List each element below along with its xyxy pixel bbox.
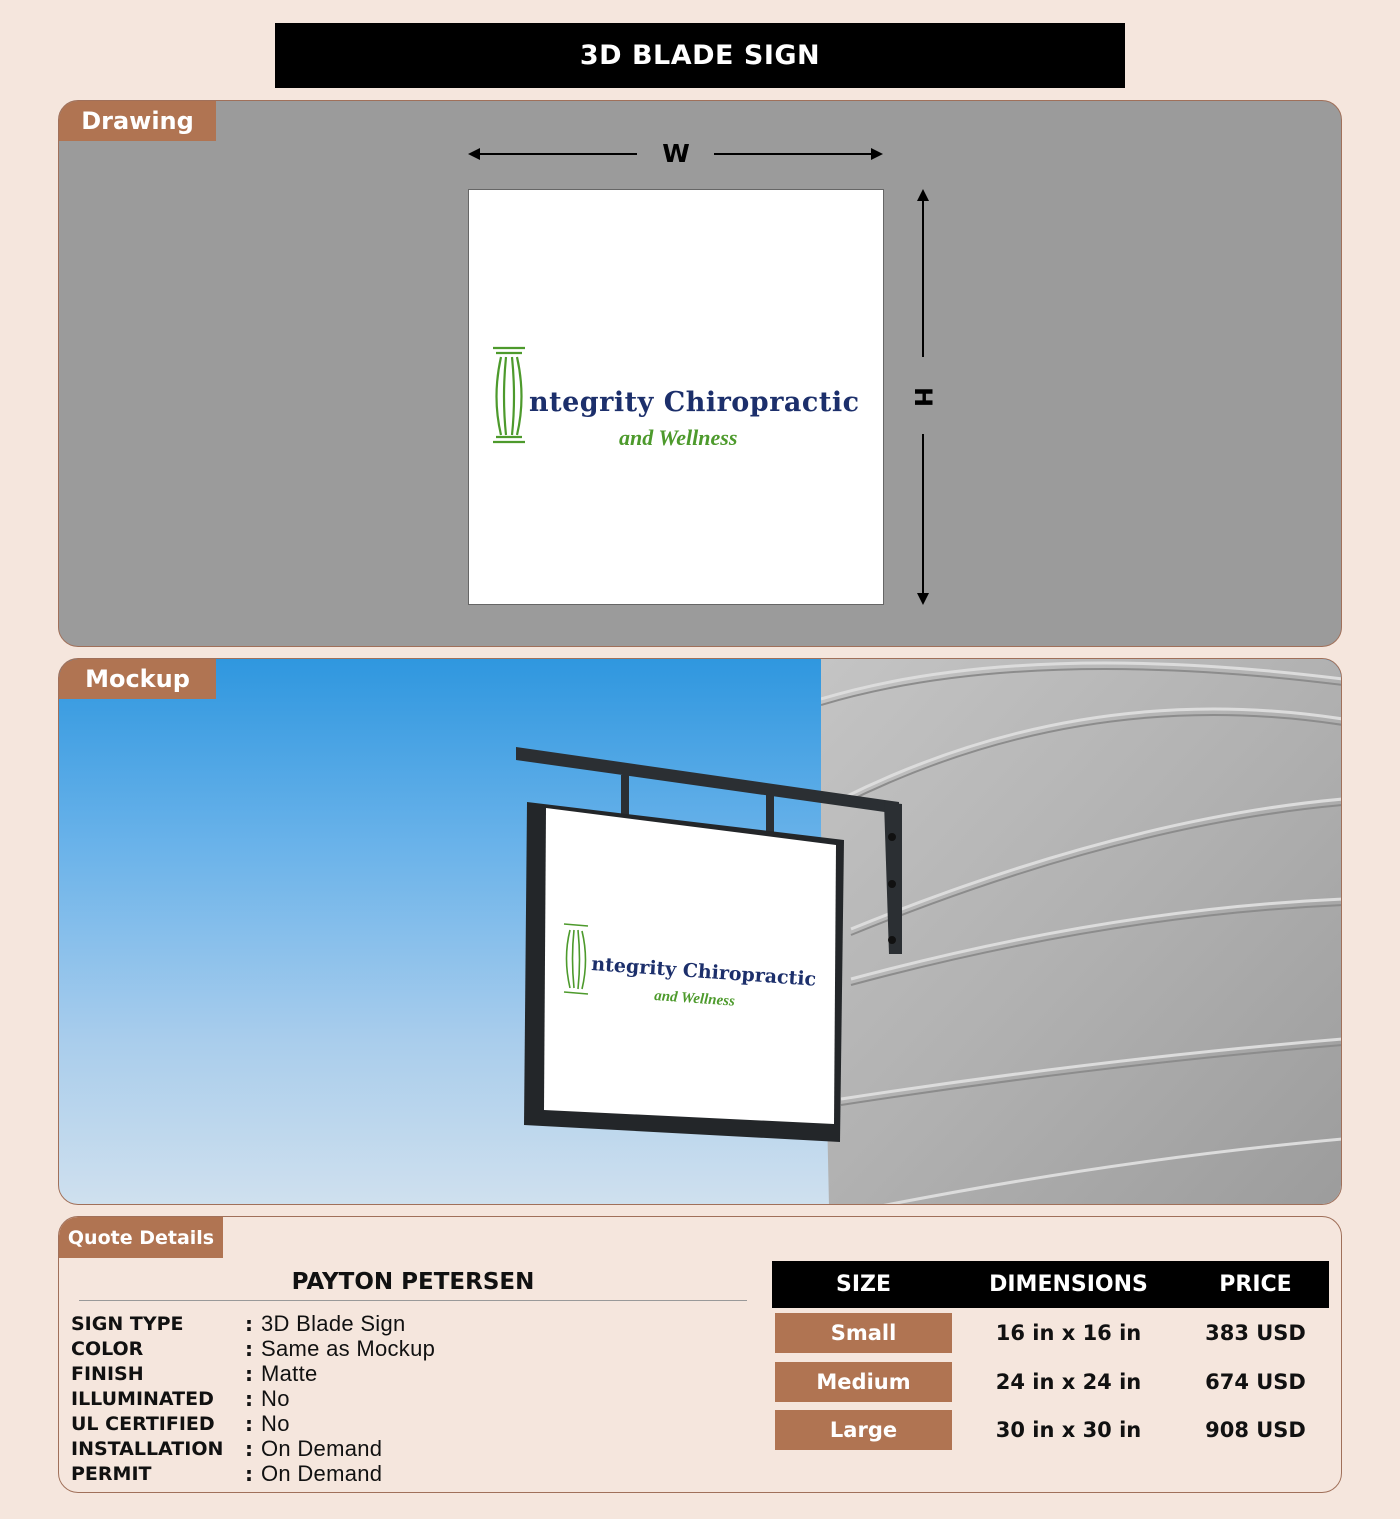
blade-sign-mockup bbox=[514, 742, 934, 1162]
dimensions-value: 16 in x 16 in bbox=[995, 1321, 1142, 1345]
mockup-tab-label: Mockup bbox=[59, 659, 216, 699]
pricing-row-small bbox=[772, 1313, 1329, 1353]
logo-sub-text: and Wellness bbox=[619, 425, 738, 450]
spec-value: 3D Blade Sign bbox=[261, 1310, 406, 1336]
customer-name: PAYTON PETERSEN bbox=[291, 1269, 535, 1295]
dimensions-column-header: DIMENSIONS bbox=[989, 1272, 1148, 1297]
name-divider bbox=[79, 1300, 747, 1301]
spec-label: UL CERTIFIED bbox=[71, 1412, 215, 1435]
spec-label: COLOR bbox=[71, 1337, 144, 1360]
price-value: 674 USD bbox=[1205, 1370, 1306, 1394]
dimensions-value: 24 in x 24 in bbox=[995, 1370, 1142, 1394]
price-column-header: PRICE bbox=[1219, 1272, 1292, 1297]
quote-details-tab-label: Quote Details bbox=[59, 1217, 223, 1258]
mockup-logo-main-text: ntegrity Chiropractic bbox=[590, 953, 817, 991]
logo-main-text: ntegrity Chiropractic bbox=[529, 387, 860, 418]
quote-details-panel bbox=[58, 1216, 1342, 1493]
spec-value: On Demand bbox=[261, 1435, 383, 1461]
pricing-row-medium bbox=[772, 1362, 1329, 1402]
size-option-small[interactable]: Small bbox=[775, 1313, 952, 1353]
height-dimension-line-bottom bbox=[922, 434, 924, 594]
spec-row-sign-type: SIGN TYPE : 3D Blade Sign bbox=[71, 1310, 406, 1336]
size-option-large[interactable]: Large bbox=[775, 1410, 952, 1450]
spec-row-color: COLOR : Same as Mockup bbox=[71, 1335, 436, 1361]
spec-value: On Demand bbox=[261, 1460, 383, 1486]
size-option-medium[interactable]: Medium bbox=[775, 1362, 952, 1402]
height-arrow-bottom-icon bbox=[917, 593, 929, 605]
width-arrow-right-icon bbox=[871, 148, 883, 160]
width-label: W bbox=[662, 139, 690, 168]
mockup-panel bbox=[58, 658, 1342, 1205]
spec-label: INSTALLATION bbox=[71, 1437, 224, 1460]
spec-row-ul-certified: UL CERTIFIED : No bbox=[71, 1410, 290, 1436]
spec-label: FINISH bbox=[71, 1362, 144, 1385]
spec-label: ILLUMINATED bbox=[71, 1387, 214, 1410]
spec-row-illuminated: ILLUMINATED : No bbox=[71, 1385, 290, 1411]
sign-logo bbox=[489, 345, 869, 455]
spec-value: Same as Mockup bbox=[261, 1335, 436, 1361]
size-column-header: SIZE bbox=[835, 1272, 891, 1297]
pricing-row-large bbox=[772, 1410, 1329, 1450]
spec-label: PERMIT bbox=[71, 1462, 152, 1485]
drawing-panel bbox=[58, 100, 1342, 647]
spec-value: No bbox=[261, 1410, 290, 1436]
dimensions-value: 30 in x 30 in bbox=[995, 1418, 1142, 1442]
spec-value: Matte bbox=[261, 1360, 318, 1386]
price-value: 908 USD bbox=[1205, 1418, 1306, 1442]
spec-row-finish: FINISH : Matte bbox=[71, 1360, 318, 1386]
spec-list bbox=[71, 1311, 435, 1486]
page-title: 3D BLADE SIGN bbox=[275, 23, 1125, 88]
spec-row-permit: PERMIT : On Demand bbox=[71, 1460, 383, 1486]
width-dimension-line-right bbox=[714, 153, 872, 155]
spec-value: No bbox=[261, 1385, 290, 1411]
width-dimension-line-left bbox=[477, 153, 637, 155]
spec-row-installation: INSTALLATION : On Demand bbox=[71, 1435, 383, 1461]
sign-drawing-face bbox=[468, 189, 884, 605]
drawing-tab-label: Drawing bbox=[59, 101, 216, 141]
height-label: H bbox=[909, 386, 937, 408]
price-value: 383 USD bbox=[1205, 1321, 1306, 1345]
mockup-logo-sub-text: and Wellness bbox=[653, 988, 736, 1010]
height-dimension-line-top bbox=[922, 199, 924, 357]
pricing-table-header bbox=[772, 1261, 1329, 1308]
pillar-icon bbox=[489, 345, 529, 445]
spec-label: SIGN TYPE bbox=[71, 1312, 184, 1335]
